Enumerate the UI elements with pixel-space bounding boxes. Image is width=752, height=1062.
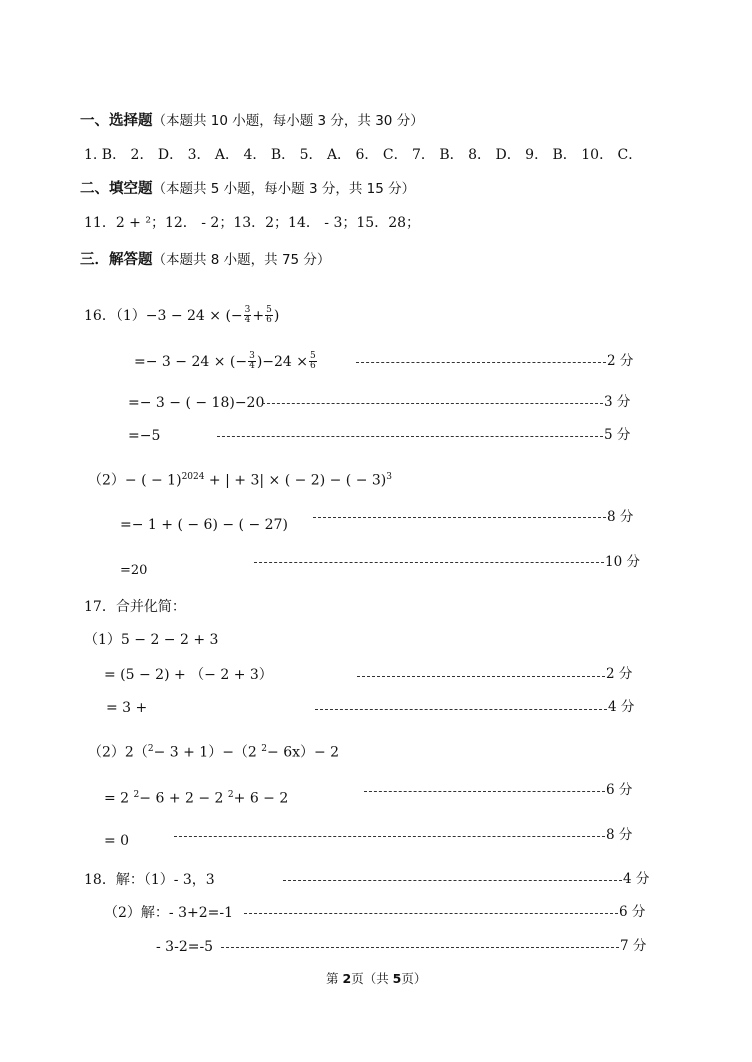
q16-step5: =20 (120, 563, 148, 578)
dotted-leader (283, 880, 622, 881)
q17-part2-expression: （2）2（$^2$− 3 + 1）−（2 $^2$− 6x）− 2 (88, 744, 340, 761)
dotted-leader (315, 709, 607, 710)
q16-expr-end: ) (273, 307, 280, 324)
section-2-note: （本题共 5 小题，每小题 3 分，共 15 分） (152, 181, 416, 197)
q18-part1: 18．解：（1）- 3，3 (84, 872, 215, 888)
fraction: $\frac{5}{6}$ (310, 351, 316, 372)
section-1-answers: 1. B． 2． D． 3． A． 4． B． 5． A． 6． C． 7． B． 8． D． 9． B． 10． C． (84, 147, 643, 163)
score-label: 2 分 (607, 353, 634, 369)
score-label: 8 分 (607, 509, 634, 525)
section-2-header (80, 182, 415, 197)
dotted-leader (357, 676, 605, 677)
dotted-leader (244, 913, 618, 914)
q16-step2: =− 3 − ( − 18)−20 (128, 395, 265, 411)
section-1-title: 一、选择题 (80, 113, 153, 129)
dotted-leader (262, 403, 603, 404)
q17-title: 17．合并化简： (84, 599, 186, 615)
score-label: 4 分 (608, 699, 635, 715)
q16-label: 16．（1） (84, 307, 146, 324)
fraction: $\frac{3}{4}$ (249, 351, 255, 372)
dotted-leader (364, 791, 605, 792)
page-number: 2 (342, 971, 352, 986)
section-1-header (80, 114, 424, 129)
dotted-leader (313, 517, 606, 518)
q16-step1: =− 3 − 24 × (− $\frac{3}{4}$ )−24 × $\frac{5}{6}$ (134, 351, 316, 372)
score-label: 6 分 (619, 904, 646, 920)
section-2-title: 二、填空题 (80, 181, 153, 197)
score-label: 8 分 (606, 827, 633, 843)
score-label: 6 分 (606, 782, 633, 798)
score-label: 3 分 (604, 394, 631, 410)
page-footer: 第 2页（共 5页） (326, 971, 427, 986)
section-3-header (80, 253, 330, 268)
score-label: 4 分 (623, 871, 650, 887)
q17-step3: = 2 $^2$− 6 + 2 − 2 $^2$+ 6 − 2 (104, 790, 289, 807)
q16-step3: =−5 (128, 428, 161, 444)
q17-step1: = (5 − 2) + （− 2 + 3） (104, 667, 273, 683)
fraction: $\frac{3}{4}$ (244, 305, 251, 326)
dotted-leader (356, 362, 606, 363)
score-label: 5 分 (604, 427, 631, 443)
score-label: 7 分 (620, 938, 647, 954)
q16-expr-start: −3 − 24 × (− (145, 307, 243, 324)
section-3-note: （本题共 8 小题，共 75 分） (152, 252, 331, 268)
dotted-leader (174, 836, 605, 837)
q18-part2-step: - 3-2=-5 (156, 939, 214, 955)
q16-part1-expression (84, 306, 279, 326)
q18-part2: （2）解：- 3+2=-1 (104, 905, 234, 921)
fraction: $\frac{5}{6}$ (266, 305, 272, 326)
q16-part2-expression: （2）− ( − 1)$^{2024}$ + | + 3| × ( − 2) − ( − 3)$^3$ (88, 472, 392, 489)
q17-step4: = 0 (104, 833, 130, 849)
page-total: 5 (392, 971, 402, 986)
score-label: 2 分 (606, 666, 633, 682)
dotted-leader (217, 436, 603, 437)
section-3-title: 三．解答题 (80, 252, 153, 268)
q17-step2: = 3 + (106, 700, 148, 716)
q16-step4: =− 1 + ( − 6) − ( − 27) (120, 517, 288, 533)
score-label: 10 分 (605, 554, 640, 570)
dotted-leader (221, 947, 619, 948)
dotted-leader (254, 562, 604, 563)
q16-expr-plus: + (252, 307, 265, 324)
q17-part1-expression: （1）5 − 2 − 2 + 3 (84, 632, 219, 648)
section-1-note: （本题共 10 小题，每小题 3 分，共 30 分） (152, 113, 424, 129)
section-2-answers: 11．2 + ²；12． - 2；13．2；14． - 3；15．28； (84, 215, 421, 231)
